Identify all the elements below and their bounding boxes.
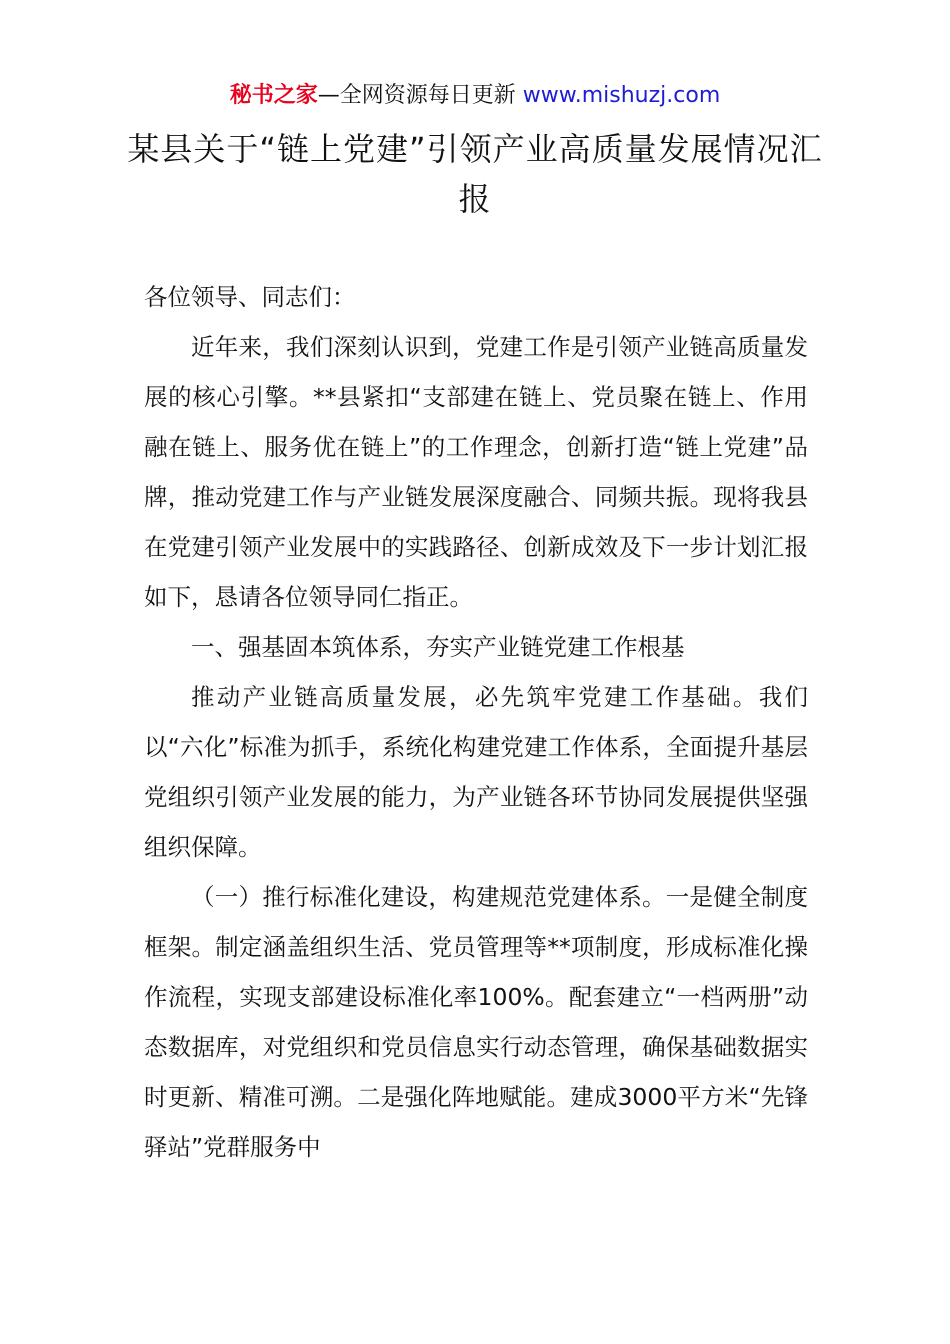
document-body bbox=[144, 272, 808, 1172]
section-heading: 一、强基固本筑体系，夯实产业链党建工作根基 bbox=[191, 633, 685, 661]
banner-tagline: —全网资源每日更新 bbox=[317, 83, 523, 108]
banner-url-link[interactable]: www.mishuzj.com bbox=[522, 83, 721, 108]
site-banner bbox=[0, 80, 950, 112]
salutation: 各位领导、同志们： bbox=[144, 283, 356, 311]
intro-paragraph: 近年来，我们深刻认识到，党建工作是引领产业链高质量发展的核心引擎。**县紧扣“支部建在链上、党员聚在链上、作用融在链上、服务优在链上”的工作理念，创新打造“链上党建”品牌，推动党建工作与产业链发展深度融合、同频共振。现将我县在党建引领产业发展中的实践路径、创新成效及下一步计划汇报如下，恳请各位领导同仁指正。 bbox=[144, 333, 808, 611]
subsection-paragraph: （一）推行标准化建设，构建规范党建体系。一是健全制度框架。制定涵盖组织生活、党员管理等**项制度，形成标准化操作流程，实现支部建设标准化率100%。配套建立“一档两册”动态数据库，对党组织和党员信息实行动态管理，确保基础数据实时更新、精准可溯。二是强化阵地赋能。建成3000平方米“先锋驿站”党群服务中 bbox=[144, 883, 808, 1161]
banner-brand: 秘书之家 bbox=[229, 83, 318, 108]
document-title: 某县关于“链上党建”引领产业高质量发展情况汇报 bbox=[127, 130, 823, 218]
section-paragraph: 推动产业链高质量发展，必先筑牢党建工作基础。我们以“六化”标准为抓手，系统化构建党建工作体系，全面提升基层党组织引领产业发展的能力，为产业链各环节协同发展提供坚强组织保障。 bbox=[144, 683, 808, 861]
